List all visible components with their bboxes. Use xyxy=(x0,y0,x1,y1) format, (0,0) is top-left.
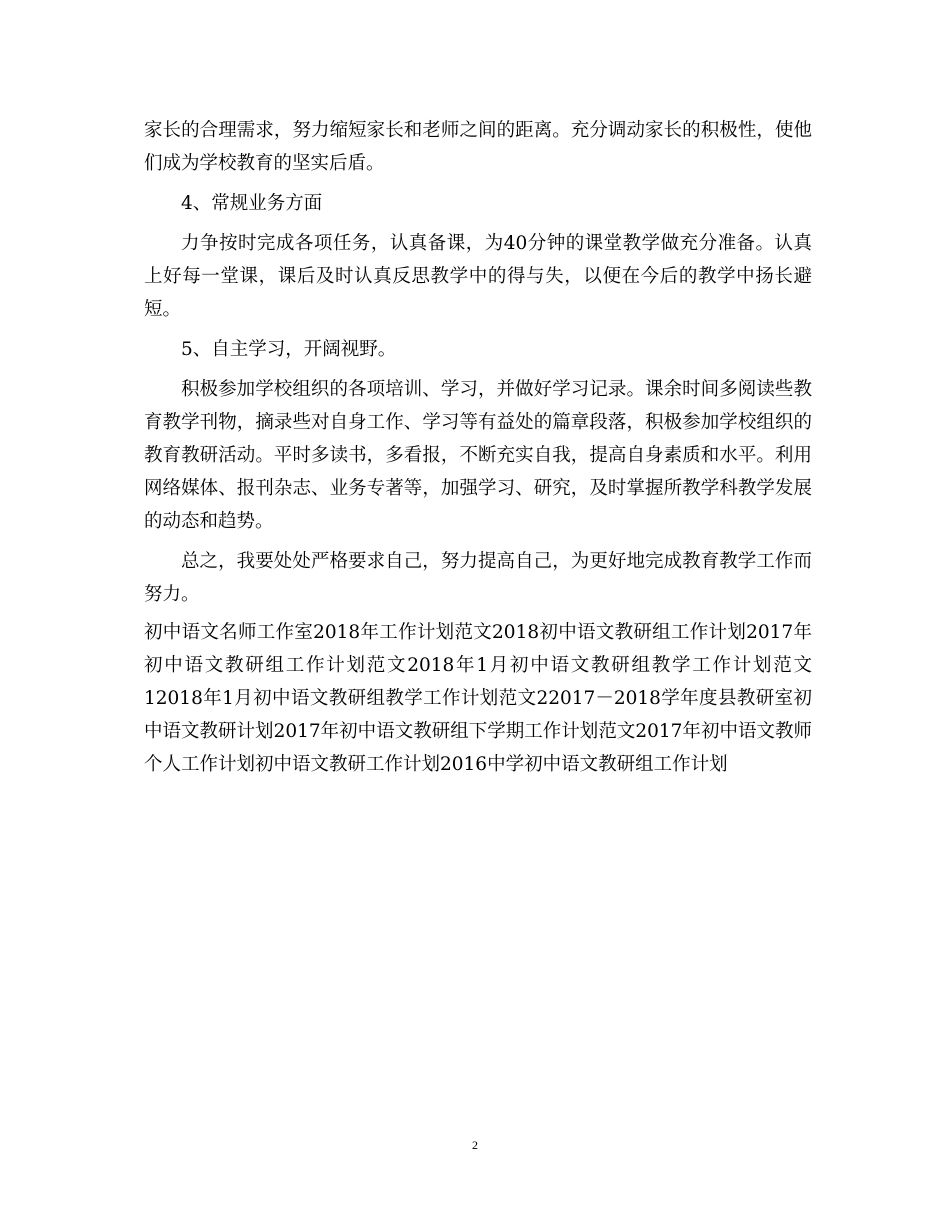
related-articles-text: 初中语文名师工作室2018年工作计划范文2018初中语文教研组工作计划2017年初中语文教研组工作计划范文2018年1月初中语文教研组教学工作计划范文12018年1月初中语文教研组教学工作计划范文22017－2018学年度县教研室初中语文教研计划2017年初中语文教研组下学期工作计划范文2017年初中语文教师个人工作计划初中语文教研工作计划2016中学初中语文教研组工作计划 xyxy=(144,622,812,775)
page-number: 2 xyxy=(472,1138,478,1152)
document-body xyxy=(144,114,812,800)
paragraph-self-study: 积极参加学校组织的各项培训、学习，并做好学习记录。课余时间多阅读些教育教学刊物，摘录些对自身工作、学习等有益处的篇章段落，积极参加学校组织的教育教研活动。平时多读书，多看报，不断充实自我，提高自身素质和水平。利用网络媒体、报刊杂志、业务专著等，加强学习、研究，及时掌握所教学科教学发展的动态和趋势。 xyxy=(144,379,812,532)
paragraph-conclusion: 总之，我要处处严格要求自己，努力提高自己，为更好地完成教育教学工作而努力。 xyxy=(144,551,812,605)
paragraph-routine-work: 力争按时完成各项任务，认真备课，为40分钟的课堂教学做充分准备。认真上好每一堂课，课后及时认真反思教学中的得与失，以便在今后的教学中扬长避短。 xyxy=(144,233,812,320)
paragraph-parent-needs: 家长的合理需求，努力缩短家长和老师之间的距离。充分调动家长的积极性，使他们成为学校教育的坚实后盾。 xyxy=(144,120,812,174)
heading-routine-work: 4、常规业务方面 xyxy=(181,193,323,214)
heading-self-study: 5、自主学习，开阔视野。 xyxy=(181,339,397,360)
